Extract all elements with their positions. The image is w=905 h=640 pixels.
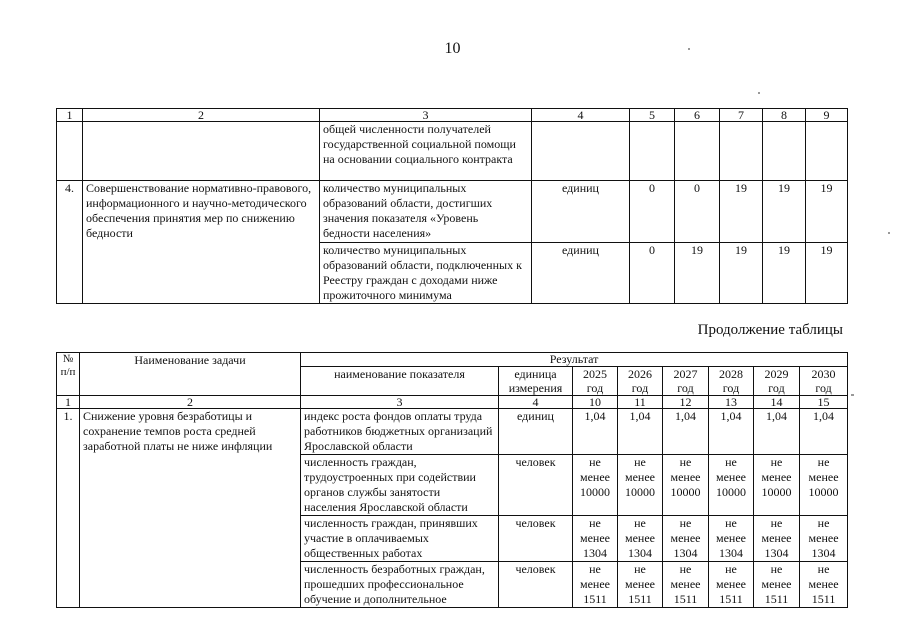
value-cell: 1,04 xyxy=(663,409,709,455)
column-number: 11 xyxy=(618,396,663,409)
column-number: 6 xyxy=(675,109,720,122)
unit-cell: человек xyxy=(499,455,573,516)
indicator-cell: численность безработных граждан, прошедших профессиональное обучение и дополнительное xyxy=(301,562,499,608)
table-continuation-label: Продолжение таблицы xyxy=(697,322,843,338)
unit-cell: человек xyxy=(499,562,573,608)
indicators-table-top xyxy=(56,108,848,304)
value-cell: 0 xyxy=(630,243,675,304)
column-number: 8 xyxy=(763,109,806,122)
value-cell: не менее 1511 xyxy=(618,562,663,608)
column-number: 7 xyxy=(720,109,763,122)
year-header: 2026 год xyxy=(618,367,663,396)
value-cell: не менее 10000 xyxy=(618,455,663,516)
value-cell: не менее 10000 xyxy=(573,455,618,516)
table-row xyxy=(57,409,848,455)
column-number: 10 xyxy=(573,396,618,409)
column-number-row xyxy=(57,396,848,409)
year-header: 2030 год xyxy=(800,367,848,396)
value-cell: не менее 1304 xyxy=(709,516,754,562)
column-number: 2 xyxy=(83,109,320,122)
unit-header: единица измерения xyxy=(499,367,573,396)
value-cell: не менее 1511 xyxy=(573,562,618,608)
indicators-table-bottom xyxy=(56,352,848,608)
year-header: 2028 год xyxy=(709,367,754,396)
empty-cell xyxy=(57,122,83,181)
indicator-cell: численность граждан, принявших участие в оплачиваемых общественных работах xyxy=(301,516,499,562)
column-number: 13 xyxy=(709,396,754,409)
task-name: Снижение уровня безработицы и сохранение темпов роста средней заработной платы не ниже инфляции xyxy=(80,409,301,608)
value-cell: не менее 1511 xyxy=(663,562,709,608)
value-cell: не менее 1304 xyxy=(618,516,663,562)
scan-speck xyxy=(851,394,854,396)
column-number: 9 xyxy=(806,109,848,122)
value-cell: 1,04 xyxy=(618,409,663,455)
column-number-header: № п/п xyxy=(57,353,80,396)
column-number: 3 xyxy=(301,396,499,409)
empty-cell xyxy=(83,122,320,181)
value-cell: 1,04 xyxy=(709,409,754,455)
value-cell: 1,04 xyxy=(754,409,800,455)
year-header: 2027 год xyxy=(663,367,709,396)
indicator-name-header: наименование показателя xyxy=(301,367,499,396)
unit-cell: единиц xyxy=(499,409,573,455)
value-cell: 19 xyxy=(806,181,848,243)
year-header: 2029 год xyxy=(754,367,800,396)
value-cell: не менее 1304 xyxy=(573,516,618,562)
unit-cell: единиц xyxy=(532,243,630,304)
empty-cell xyxy=(763,122,806,181)
column-task-header: Наименование задачи xyxy=(80,353,301,396)
column-number: 1 xyxy=(57,396,80,409)
value-cell: 19 xyxy=(675,243,720,304)
empty-cell xyxy=(806,122,848,181)
scan-speck xyxy=(888,232,890,234)
value-cell: 0 xyxy=(675,181,720,243)
column-number: 12 xyxy=(663,396,709,409)
task-name: Совершенствование нормативно-правового, информационного и научно-методического обеспечения принятия мер по снижению бедности xyxy=(83,181,320,304)
column-number: 4 xyxy=(499,396,573,409)
column-number: 2 xyxy=(80,396,301,409)
value-cell: 19 xyxy=(763,181,806,243)
unit-cell: человек xyxy=(499,516,573,562)
task-number: 1. xyxy=(57,409,80,608)
table-row xyxy=(57,181,848,243)
column-number: 4 xyxy=(532,109,630,122)
value-cell: не менее 10000 xyxy=(709,455,754,516)
indicator-cell: общей численности получателей государственной социальной помощи на основании социального контракта xyxy=(320,122,532,181)
value-cell: не менее 1304 xyxy=(663,516,709,562)
column-number: 3 xyxy=(320,109,532,122)
scan-speck xyxy=(688,48,690,50)
column-number: 15 xyxy=(800,396,848,409)
value-cell: 19 xyxy=(720,243,763,304)
indicator-cell: численность граждан, трудоустроенных при содействии органов службы занятости населения Ярославской области xyxy=(301,455,499,516)
value-cell: не менее 1304 xyxy=(800,516,848,562)
value-cell: не менее 10000 xyxy=(754,455,800,516)
value-cell: 1,04 xyxy=(800,409,848,455)
column-number: 14 xyxy=(754,396,800,409)
value-cell: не менее 10000 xyxy=(663,455,709,516)
indicator-cell: количество муниципальных образований области, подключенных к Реестру граждан с доходами ниже прожиточного минимума xyxy=(320,243,532,304)
year-header: 2025 год xyxy=(573,367,618,396)
empty-cell xyxy=(532,122,630,181)
result-header: Результат xyxy=(301,353,848,367)
indicator-cell: индекс роста фондов оплаты труда работников бюджетных организаций Ярославской области xyxy=(301,409,499,455)
column-number: 5 xyxy=(630,109,675,122)
value-cell: 19 xyxy=(763,243,806,304)
unit-cell: единиц xyxy=(532,181,630,243)
header-row xyxy=(57,353,848,367)
task-number: 4. xyxy=(57,181,83,304)
value-cell: 19 xyxy=(806,243,848,304)
column-number: 1 xyxy=(57,109,83,122)
value-cell: не менее 1304 xyxy=(754,516,800,562)
value-cell: не менее 1511 xyxy=(800,562,848,608)
value-cell: 1,04 xyxy=(573,409,618,455)
page-number: 10 xyxy=(444,40,461,57)
empty-cell xyxy=(675,122,720,181)
value-cell: 19 xyxy=(720,181,763,243)
value-cell: не менее 10000 xyxy=(800,455,848,516)
empty-cell xyxy=(630,122,675,181)
empty-cell xyxy=(720,122,763,181)
indicator-cell: количество муниципальных образований области, достигших значения показателя «Уровень бедности населения» xyxy=(320,181,532,243)
value-cell: не менее 1511 xyxy=(709,562,754,608)
table-row xyxy=(57,122,848,181)
column-number-row xyxy=(57,109,848,122)
value-cell: 0 xyxy=(630,181,675,243)
scan-speck xyxy=(758,92,760,94)
value-cell: не менее 1511 xyxy=(754,562,800,608)
